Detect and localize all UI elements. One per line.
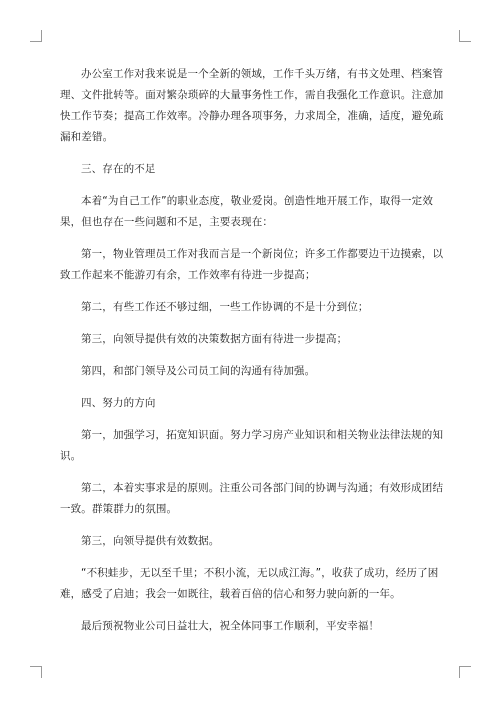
paragraph-closing: 最后预祝物业公司日益壮大，祝全体同事工作顺利，平安幸福！ xyxy=(81,620,380,632)
document-body xyxy=(60,64,445,648)
paragraph-first-issue: 第一，物业管理员工作对我而言是一个新岗位；许多工作都要边干边摸索，以致工作起来不能游刃有余，工作效率有待进一步提高； xyxy=(60,248,444,281)
paragraph-fourth-issue: 第四，和部门领导及公司员工间的沟通有待加强。 xyxy=(81,365,316,377)
heading-direction: 四、努力的方向 xyxy=(81,397,156,409)
crop-mark-bottom-left xyxy=(30,666,42,678)
crop-mark-top-right xyxy=(459,30,471,42)
heading-shortcomings: 三、存在的不足 xyxy=(81,163,156,175)
paragraph-third-direction: 第三，向领导提供有效数据。 xyxy=(81,535,220,547)
paragraph-quote: “不积蛙步，无以至千里；不积小流，无以成江海。”，收获了成功，经历了困难，感受了启迪；我会一如既往，载着百倍的信心和努力驶向新的一年。 xyxy=(60,567,439,600)
paragraph-attitude: 本着“为自己工作”的职业态度，敬业爱岗。创造性地开展工作，取得一定效果，但也存在一些问题和不足，主要表现在： xyxy=(60,195,433,228)
paragraph-third-issue: 第三，向领导提供有效的决策数据方面有待进一步提高； xyxy=(81,333,348,345)
crop-mark-top-left xyxy=(30,30,42,42)
paragraph-second-issue: 第二，有些工作还不够过细，一些工作协调的不是十分到位； xyxy=(81,301,369,313)
crop-mark-bottom-right xyxy=(459,666,471,678)
paragraph-office-work: 办公室工作对我来说是一个全新的领域，工作千头万绪，有书文处理、档案管理、文件批转等。面对繁杂琐碎的大量事务性工作，需自我强化工作意识。注意加快工作节奏；提高工作效率。冷静办理各项事务，力求周全，准确，适度，避免疏漏和差错。 xyxy=(60,68,444,143)
paragraph-first-direction: 第一，加强学习，拓宽知识面。努力学习房产业知识和相关物业法律法规的知识。 xyxy=(60,429,444,462)
paragraph-second-direction: 第二，本着实事求是的原则。注重公司各部门间的协调与沟通；有效形成团结一致。群策群力的氛围。 xyxy=(60,482,444,515)
